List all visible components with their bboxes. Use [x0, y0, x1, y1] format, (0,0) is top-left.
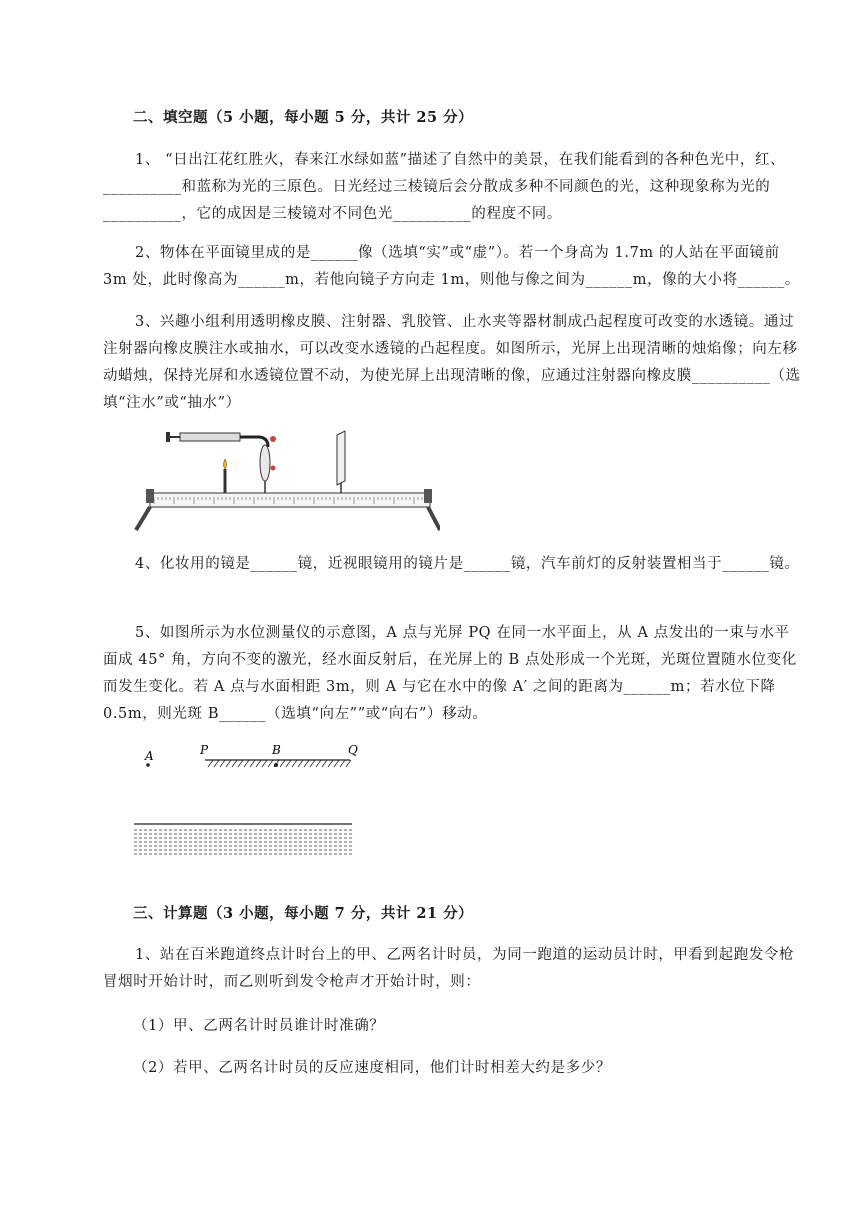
hatch-line: [340, 760, 345, 767]
question-2-2-text: 2、物体在平面镜里成的是______像（选填“实”或“虚”）。若一个身高为 1.7m 的人站在平面镜前 3m 处，此时像高为______m，若他向镜子方向走 1m，则他与像之间为______m，像的大小将______。: [103, 245, 800, 288]
hatch-line: [298, 760, 303, 767]
hatch-line: [316, 760, 321, 767]
section-2-heading: 二、填空题（5 小题，每小题 5 分，共计 25 分）: [133, 109, 474, 126]
hatch-line: [286, 760, 291, 767]
water-level-figure: [130, 740, 370, 860]
question-2-3-text: 3、兴趣小组利用透明橡皮膜、注射器、乳胶管、止水夹等器材制成凸起程度可改变的水透镜。通过注射器向橡皮膜注水或抽水，可以改变水透镜的凸起程度。如图所示，光屏上出现清晰的烛焰像；向左移动蜡烛，保持光屏和水透镜位置不动，为使光屏上出现清晰的像，应通过注射器向橡皮膜__________（选填“注水”或“抽水”）: [103, 314, 801, 411]
bench-leg-left: [136, 507, 150, 530]
hatch-line: [304, 760, 309, 767]
water-lens: [260, 445, 270, 481]
bench-end-right: [424, 489, 432, 503]
question-2-4: [103, 551, 803, 578]
syringe-barrel: [180, 433, 240, 441]
hatch-line: [280, 760, 285, 767]
hatch-line: [214, 760, 219, 767]
hatch-line: [328, 760, 333, 767]
syringe-handle: [166, 432, 170, 442]
question-3-1: [103, 942, 803, 996]
light-screen: [337, 431, 345, 485]
point-b: [274, 763, 278, 767]
clamp-icon: [270, 436, 276, 442]
screen-hatching: [208, 760, 351, 767]
flame-icon: [224, 459, 227, 469]
water-body: [134, 830, 352, 854]
label-b: B: [272, 743, 281, 757]
hatch-line: [292, 760, 297, 767]
water-lens-figure: [130, 425, 440, 535]
question-3-1-text: 1、站在百米跑道终点计时台上的甲、乙两名计时员，为同一跑道的运动员计时，甲看到起跑发令枪冒烟时开始计时，而乙则听到发令枪声才开始计时，则：: [103, 947, 795, 990]
hatch-line: [334, 760, 339, 767]
hatch-line: [232, 760, 237, 767]
point-a: [146, 763, 150, 767]
label-a: A: [145, 749, 154, 763]
label-q: Q: [348, 743, 358, 757]
question-3-1-part-1: （1）甲、乙两名计时员谁计时准确？: [133, 1018, 385, 1034]
hatch-line: [346, 760, 351, 767]
question-2-3: [103, 309, 803, 417]
question-2-1: [103, 147, 803, 228]
clamp-icon-2: [271, 466, 276, 471]
hatch-line: [268, 760, 273, 767]
hatch-line: [226, 760, 231, 767]
bench-end-left: [146, 489, 154, 503]
hatch-line: [256, 760, 261, 767]
question-2-1-text: 1、 “日出江花红胜火，春来江水绿如蓝”描述了自然中的美景，在我们能看到的各种色光中，红、__________和蓝称为光的三原色。日光经过三棱镜后会分散成多种不同颜色的光，这种现象称为光的__________，它的成因是三棱镜对不同色光__________的程度不同。: [103, 152, 786, 222]
hatch-line: [208, 760, 213, 767]
hatch-line: [250, 760, 255, 767]
hatch-line: [220, 760, 225, 767]
optical-bench-diagram: [130, 425, 440, 535]
question-2-5-text: 5、如图所示为水位测量仪的示意图，A 点与光屏 PQ 在同一水平面上，从 A 点发出的一束与水平面成 45° 角，方向不变的激光，经水面反射后，在光屏上的 B 点处形成一个光斑，光斑位置随水位变化而发生变化。若 A 点与水面相距 3m，则 A 与它在水中的像 A′ 之间的距离为______m；若水位下降 0.5m，则光斑 B______（选填“向左””或“向右”）移动。: [103, 625, 797, 722]
hatch-line: [310, 760, 315, 767]
question-2-4-text: 4、化妆用的镜是______镜，近视眼镜用的镜片是______镜，汽车前灯的反射装置相当于______镜。: [135, 556, 800, 572]
label-p: P: [200, 743, 209, 757]
question-3-1-part-2: （2）若甲、乙两名计时员的反应速度相同，他们计时相差大约是多少？: [133, 1060, 611, 1076]
question-2-2: [103, 240, 803, 294]
section-3-heading: 三、计算题（3 小题，每小题 7 分，共计 21 分）: [133, 905, 474, 922]
bench-leg-right: [428, 507, 440, 530]
hatch-line: [244, 760, 249, 767]
water-level-diagram: [130, 740, 370, 860]
hatch-line: [238, 760, 243, 767]
hatch-line: [322, 760, 327, 767]
hatch-line: [262, 760, 267, 767]
question-2-5: [103, 620, 803, 728]
